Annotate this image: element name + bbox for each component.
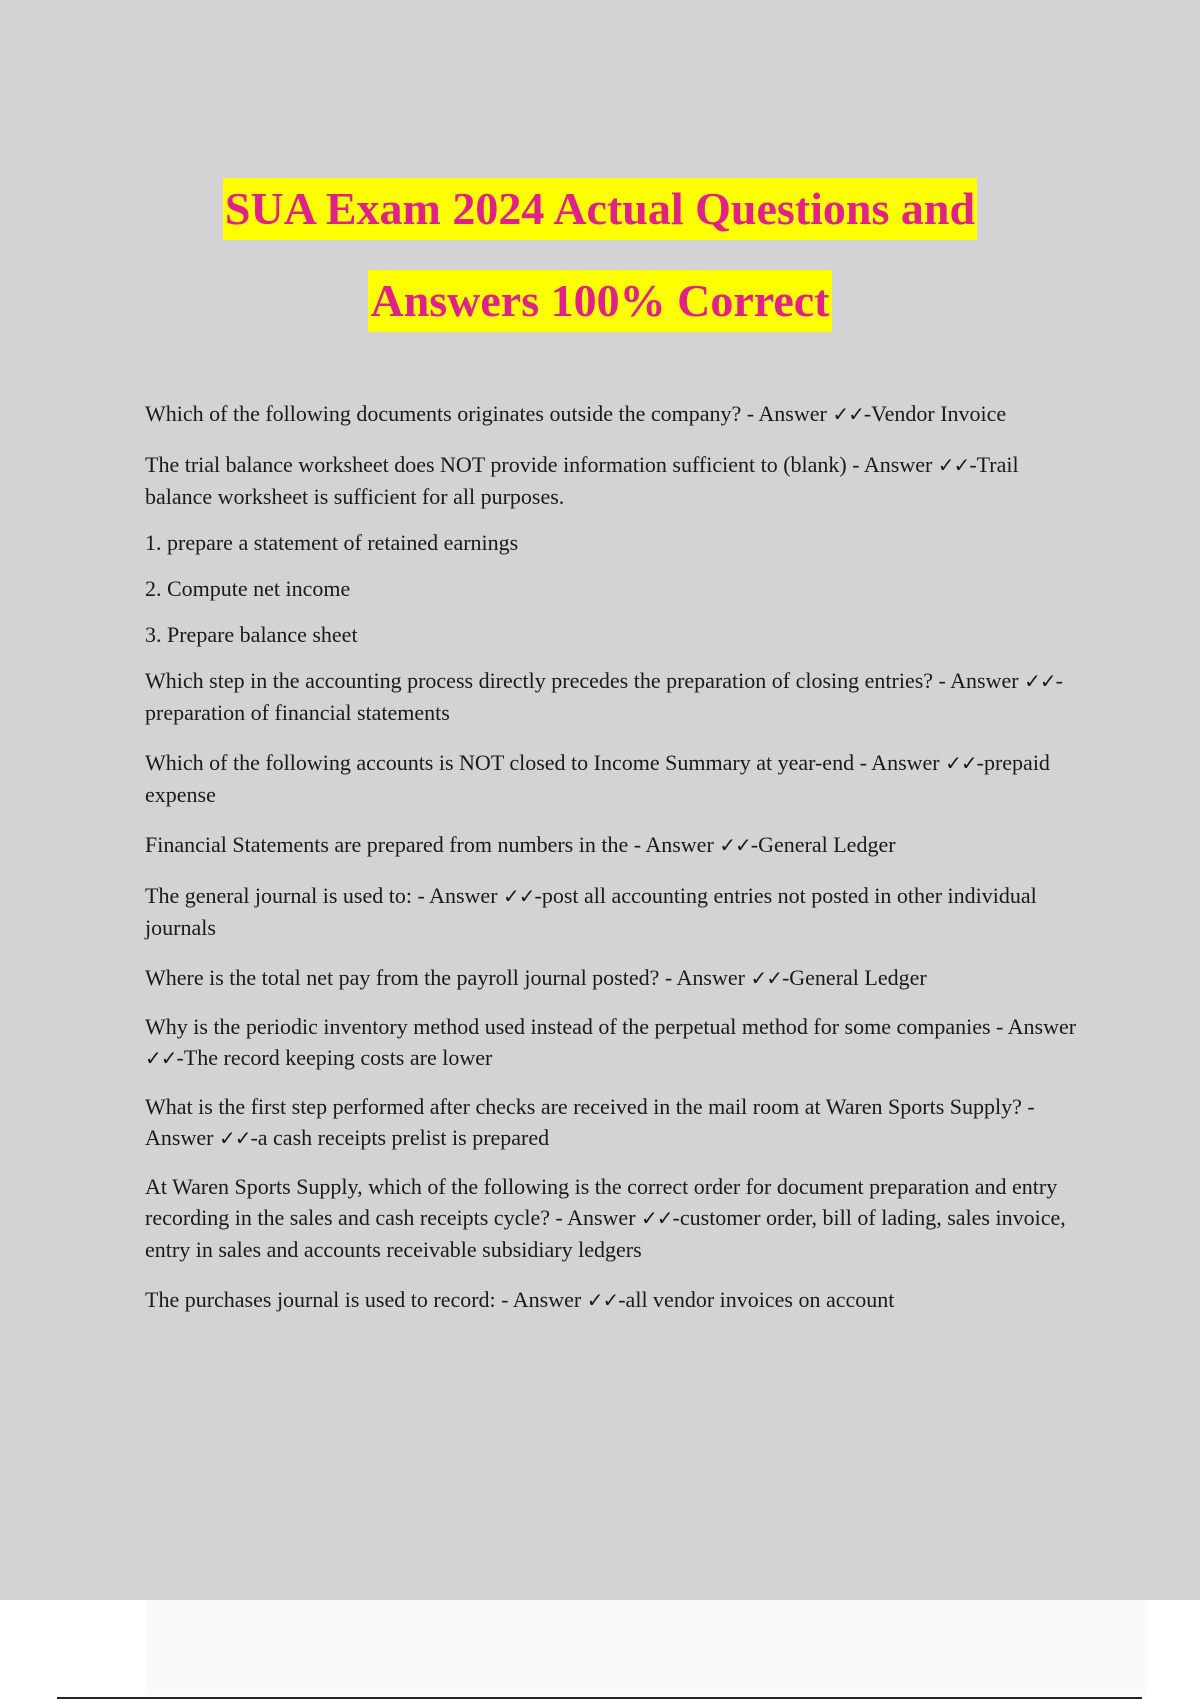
list-item xyxy=(145,619,1080,650)
qa-list xyxy=(145,398,1080,1316)
footer-divider xyxy=(57,1697,1142,1699)
answer-text: -General Ledger xyxy=(781,965,927,990)
check-mark-icon: ✓✓ xyxy=(750,966,782,990)
qa-item xyxy=(145,880,1080,943)
list-item-text: 3. Prepare balance sheet xyxy=(145,622,358,647)
answer-text: -post all accounting entries not posted in other individual journals xyxy=(145,883,1037,940)
question-text: Financial Statements are prepared from numbers in the - Answer xyxy=(145,832,720,857)
check-mark-icon: ✓✓ xyxy=(945,751,977,775)
qa-item xyxy=(145,962,1080,994)
answer-text: -Vendor Invoice xyxy=(863,401,1007,426)
question-text: The trial balance worksheet does NOT provide information sufficient to (blank) - Answer xyxy=(145,452,938,477)
answer-text: -Trail balance worksheet is sufficient for all purposes. xyxy=(145,452,1019,509)
qa-item xyxy=(145,449,1080,512)
question-text: Why is the periodic inventory method used instead of the perpetual method for some companies - Answer xyxy=(145,1014,1077,1039)
question-text: What is the first step performed after checks are received in the mail room at Waren Sports Supply? - Answer xyxy=(145,1094,1035,1150)
check-mark-icon: ✓✓ xyxy=(586,1288,619,1312)
check-mark-icon: ✓✓ xyxy=(832,402,864,426)
answer-text: -General Ledger xyxy=(750,832,896,857)
qa-item xyxy=(145,1011,1080,1074)
qa-item xyxy=(145,1284,1080,1316)
qa-item xyxy=(145,747,1080,810)
check-mark-icon: ✓✓ xyxy=(1024,669,1056,693)
check-mark-icon: ✓✓ xyxy=(218,1126,251,1150)
question-text: Where is the total net pay from the payroll journal posted? - Answer xyxy=(145,965,751,990)
answer-text: -The record keeping costs are lower xyxy=(176,1045,493,1070)
qa-item xyxy=(145,398,1080,430)
question-text: Which of the following accounts is NOT closed to Income Summary at year-end - Answer xyxy=(145,750,946,775)
qa-item xyxy=(145,1171,1080,1265)
check-mark-icon: ✓✓ xyxy=(641,1206,673,1230)
qa-item xyxy=(145,665,1080,728)
list-item xyxy=(145,527,1080,558)
footer-area xyxy=(145,1600,1145,1695)
answer-text: -prepaid expense xyxy=(145,750,1050,807)
check-mark-icon: ✓✓ xyxy=(145,1046,177,1070)
title-line-2: Answers 100% Correct xyxy=(368,270,831,332)
question-text: The purchases journal is used to record: - Answer xyxy=(145,1287,587,1312)
answer-text: -customer order, bill of lading, sales invoice, entry in sales and accounts receivable subsidiary ledgers xyxy=(145,1205,1066,1262)
question-text: Which step in the accounting process directly precedes the preparation of closing entries? - Answer xyxy=(145,668,1025,693)
qa-item xyxy=(145,829,1080,861)
list-item xyxy=(145,573,1080,604)
question-text: At Waren Sports Supply, which of the following is the correct order for document preparation and entry recording in the sales and cash receipts cycle? - Answer xyxy=(145,1174,1058,1230)
check-mark-icon: ✓✓ xyxy=(937,453,970,477)
qa-item xyxy=(145,1091,1080,1154)
check-mark-icon: ✓✓ xyxy=(503,884,535,908)
list-item-text: 1. prepare a statement of retained earnings xyxy=(145,530,519,555)
title-line-1: SUA Exam 2024 Actual Questions and xyxy=(223,178,977,240)
document-title xyxy=(0,163,1200,347)
answer-text: -all vendor invoices on account xyxy=(618,1287,895,1312)
answer-text: -a cash receipts prelist is prepared xyxy=(250,1125,550,1150)
question-text: Which of the following documents originates outside the company? - Answer xyxy=(145,401,833,426)
check-mark-icon: ✓✓ xyxy=(719,833,751,857)
answer-text: -preparation of financial statements xyxy=(145,668,1063,725)
question-text: The general journal is used to: - Answer xyxy=(145,883,504,908)
list-item-text: 2. Compute net income xyxy=(145,576,351,601)
